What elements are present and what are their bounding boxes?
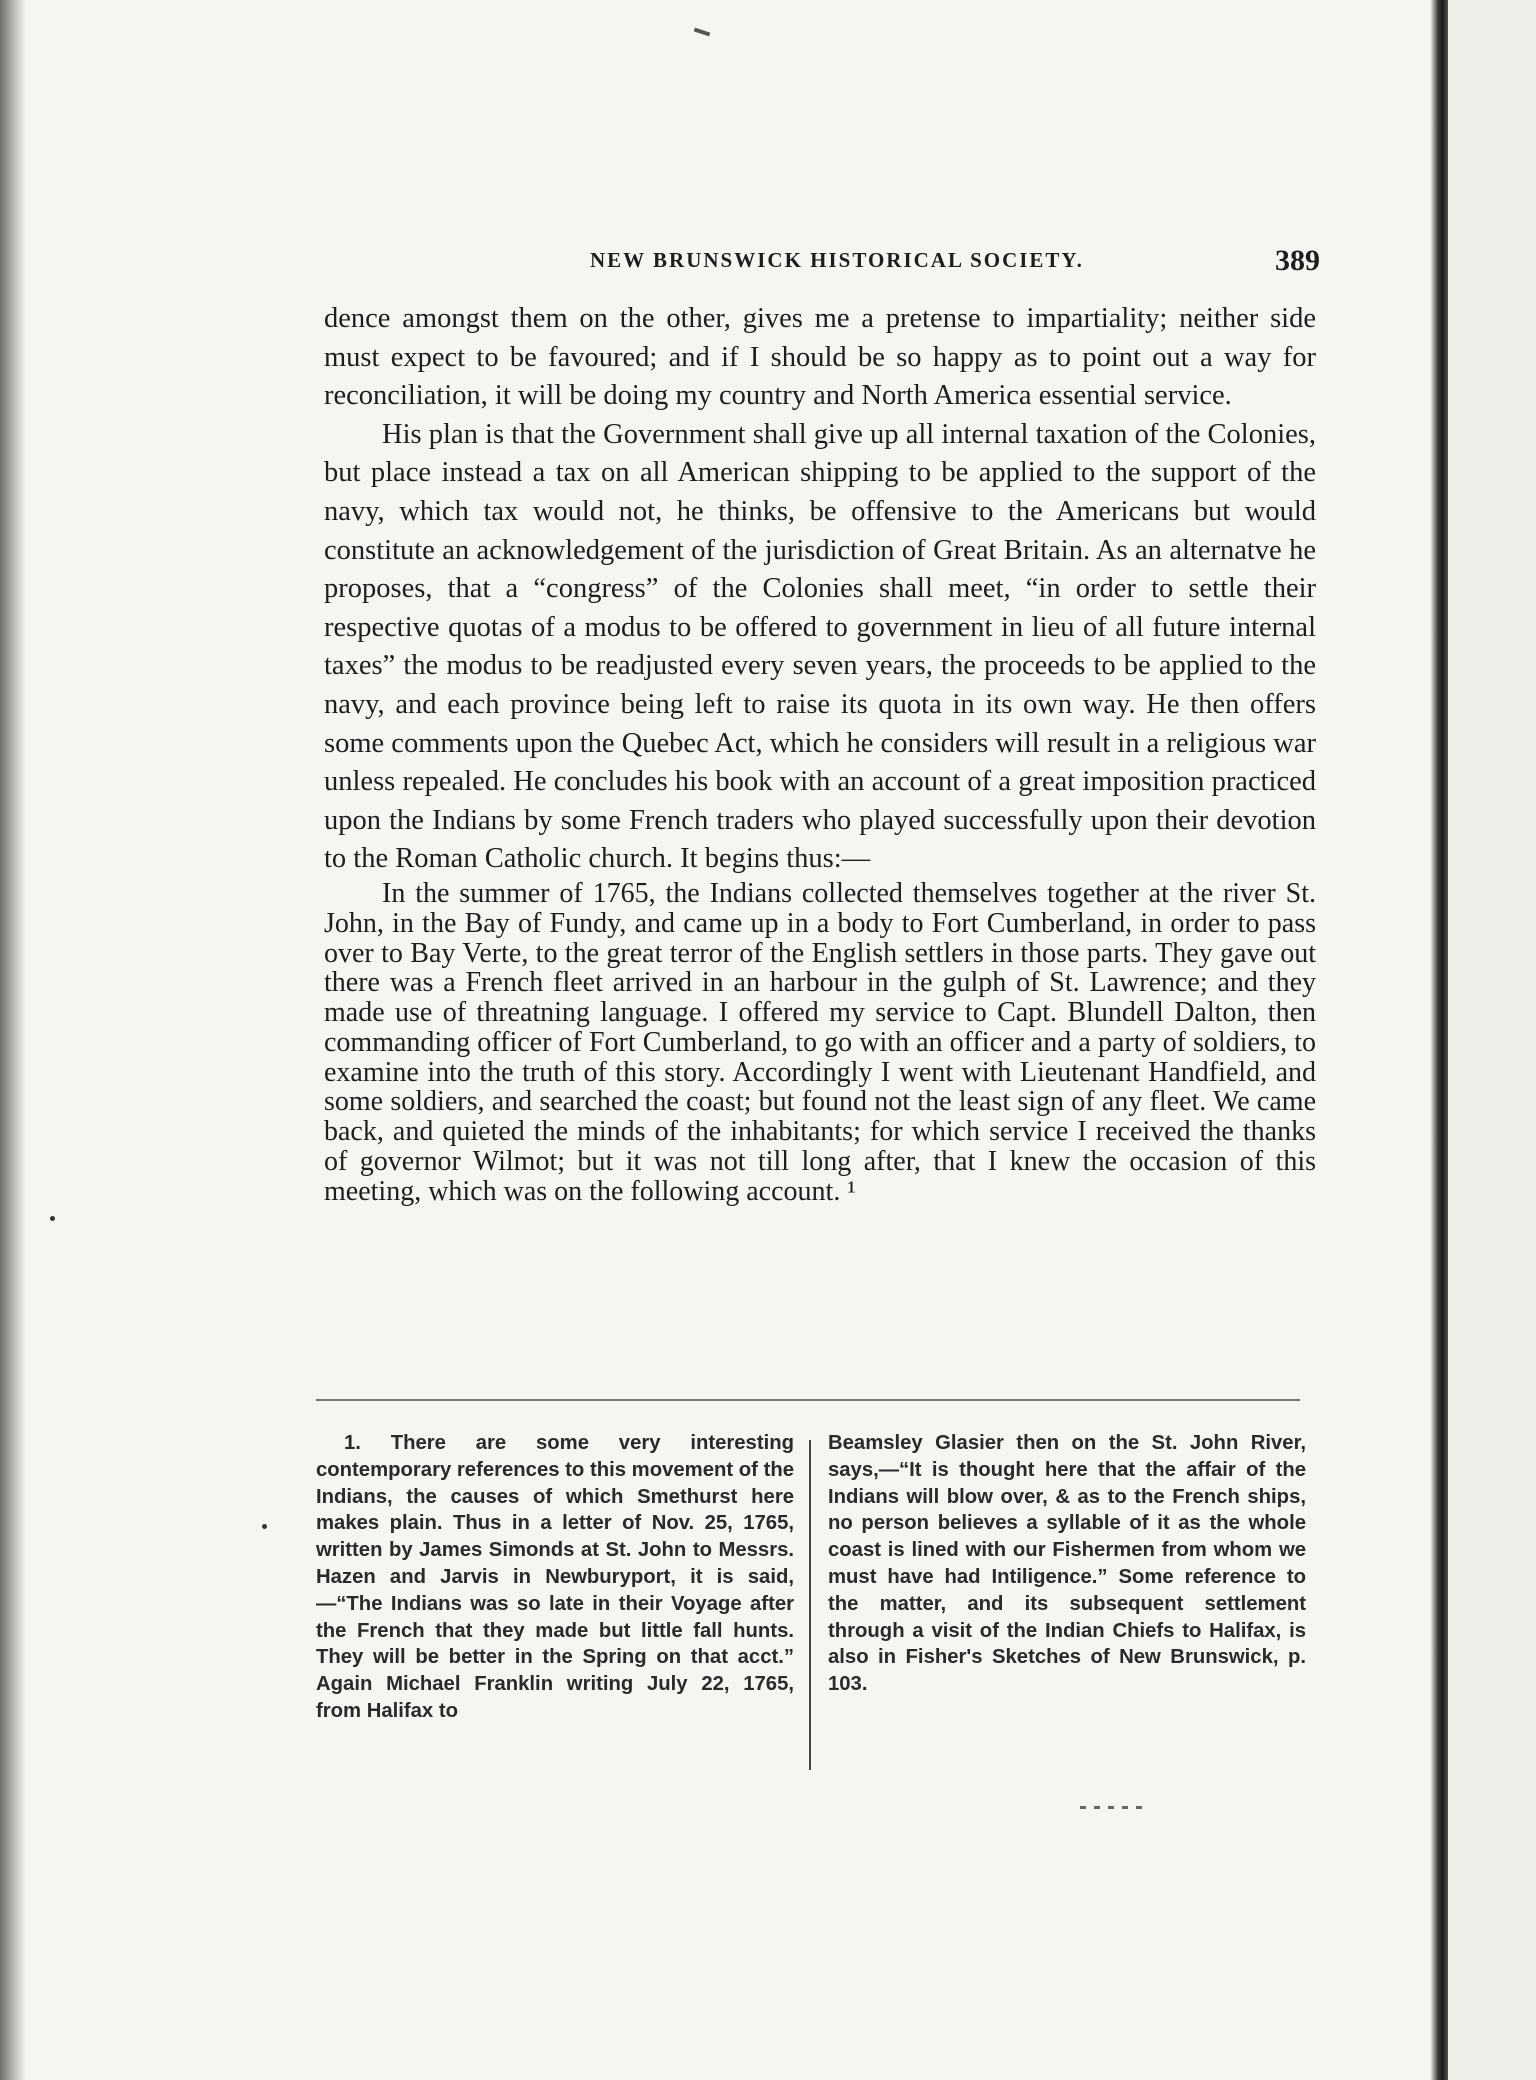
page-gutter-shadow (1430, 0, 1448, 2080)
paragraph-quotation: In the summer of 1765, the Indians collected themselves together at the river St. John, in the Bay of Fundy, and came up in a body to Fort Cumberland, in order to pass over to Bay Verte, to the great terror of the English settlers in those parts. They gave out there was a French fleet arrived in an harbour in the gulph of St. Lawrence; and they made use of threatning language. I offered my service to Capt. Blundell Dalton, then commanding officer of Fort Cumberland, to go with an officer and a party of soldiers, to examine into the truth of this story. Accordingly I went with Lieutenant Handfield, and some soldiers, and searched the coast; but found not the least sign of any fleet. We came back, and quieted the minds of the inhabitants; for which service I received the thanks of governor Wilmot; but it was not till long after, that I knew the occasion of this meeting, which was on the following account. ¹ (324, 877, 1316, 1207)
scan-mark (694, 28, 710, 37)
column-divider (809, 1440, 811, 1770)
running-head: NEW BRUNSWICK HISTORICAL SOCIETY. (590, 248, 1084, 272)
footnote-right-column (828, 1430, 1306, 1698)
page-header (590, 244, 1320, 284)
page-left-edge-shadow (0, 0, 26, 2080)
footnote-block (316, 1430, 1312, 1760)
facing-page-edge (1448, 0, 1536, 2080)
footnote-rule (316, 1399, 1300, 1401)
footnote-text-right: Beamsley Glasier then on the St. John River, says,—“It is thought here that the affair of the Indians will blow over, & as to the French ships, no person believes a syllable of it as the whole coast is lined with our Fishermen from whom we must have had Intiligence.” Some reference to the matter, and its subsequent settlement through a visit of the Indian Chiefs to Halifax, is also in Fisher's Sketches of New Brunswick, p. 103. (828, 1432, 1306, 1696)
scan-smudge (1080, 1806, 1150, 1809)
footnote-text-left: 1. There are some very interesting contemporary references to this movement of the Indians, the causes of which Smethurst here makes plain. Thus in a letter of Nov. 25, 1765, written by James Simonds at St. John to Messrs. Hazen and Jarvis in Newburyport, it is said,—“The Indians was so late in their Voyage after the French that they made but little fall hunts. They will be better in the Spring on that acct.” Again Michael Franklin writing July 22, 1765, from Halifax to (316, 1432, 794, 1722)
footnote-left-column (316, 1430, 794, 1725)
main-text (324, 300, 1316, 1207)
paragraph-continuation: dence amongst them on the other, gives me a pretense to impartiality; neither side must expect to be favoured; and if I should be so happy as to point out a way for reconciliation, it will be doing my country and North America essential service. (324, 303, 1316, 412)
scan-speck (50, 1216, 55, 1221)
scan-speck (262, 1524, 267, 1529)
page-number: 389 (1275, 244, 1320, 277)
paragraph-summary: His plan is that the Government shall give up all internal taxation of the Colonies, but place instead a tax on all American shipping to be applied to the support of the navy, which tax would not, he thinks, be offensive to the Americans but would constitute an acknowledgement of the jurisdiction of Great Britain. As an alternatve he proposes, that a “congress” of the Colonies shall meet, “in order to settle their respective quotas of a modus to be offered to government in lieu of all future internal taxes” the modus to be readjusted every seven years, the proceeds to be applied to the navy, and each province being left to raise its quota in its own way. He then offers some comments upon the Quebec Act, which he considers will result in a religious war unless repealed. He concludes his book with an account of a great imposition practiced upon the Indians by some French traders who played successfully upon their devotion to the Roman Catholic church. It begins thus:— (324, 418, 1316, 875)
